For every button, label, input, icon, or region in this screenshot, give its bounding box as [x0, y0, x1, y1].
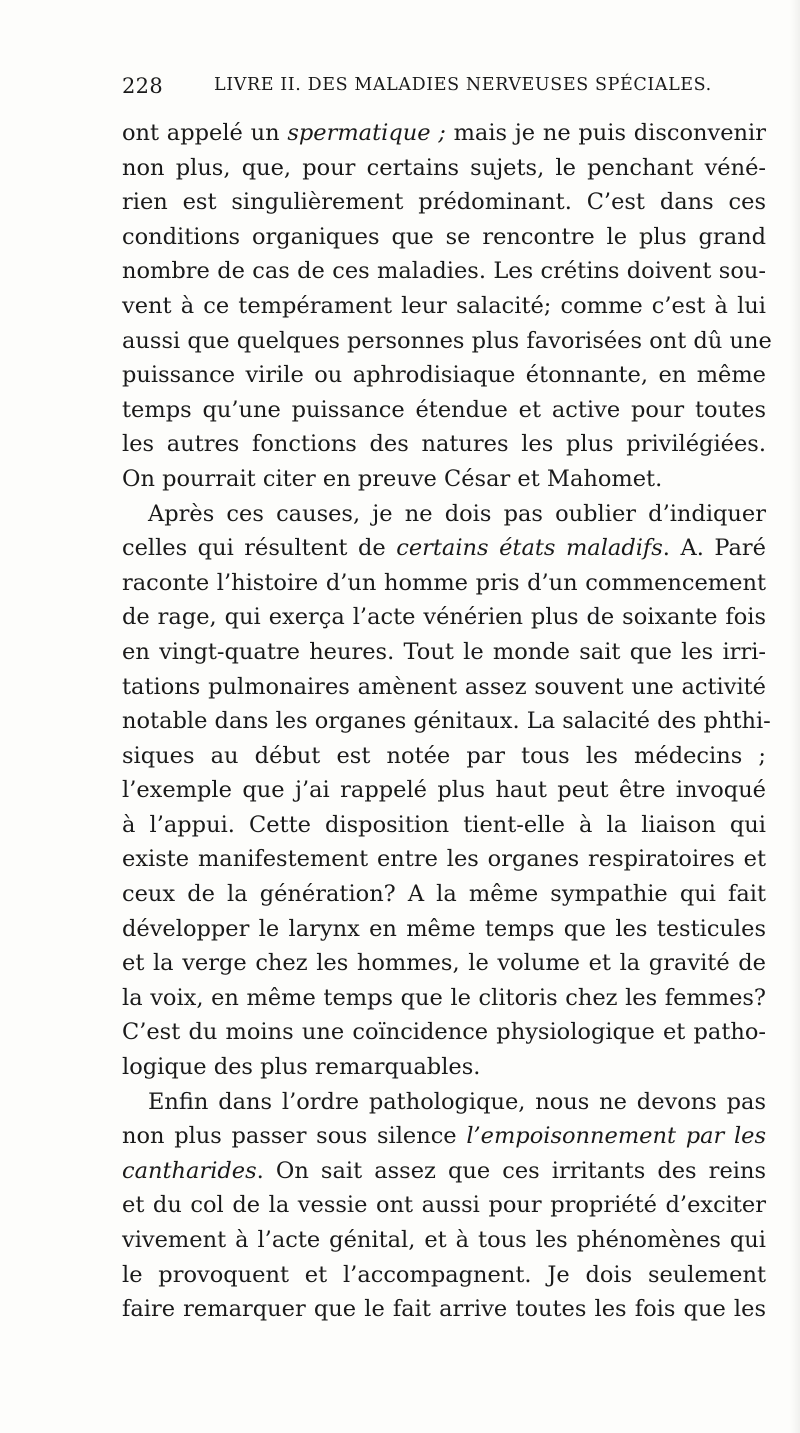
text-line: aussi que quelques personnes plus favorisées ont dû une: [122, 327, 772, 354]
text-line: développer le larynx en même temps que les testicules: [122, 915, 766, 942]
text-line: vent à ce tempérament leur salacité; comme c’est à lui: [122, 292, 766, 319]
text-line: le provoquent et l’accompagnent. Je dois seulement: [122, 1261, 766, 1288]
text-line: notable dans les organes génitaux. La salacité des phthi-: [122, 708, 771, 735]
text-line: celles qui résultent de certains états maladifs. A. Paré: [122, 535, 766, 562]
text-line: existe manifestement entre les organes respiratoires et: [122, 846, 766, 873]
text-line: ont appelé un spermatique ; mais je ne puis disconvenir: [122, 120, 766, 146]
text-line: et la verge chez les hommes, le volume et la gravité de: [122, 950, 766, 977]
text-line: On pourrait citer en preuve César et Mahomet.: [122, 465, 663, 492]
text-line: non plus passer sous silence l’empoisonnement par les: [122, 1123, 767, 1150]
text-line: la voix, en même temps que le clitoris chez les femmes?: [122, 984, 766, 1011]
text-line: Enfin dans l’ordre pathologique, nous ne devons pas: [148, 1088, 766, 1115]
page-header: [122, 74, 712, 104]
text-line: puissance virile ou aphrodisiaque étonnante, en même: [122, 362, 766, 389]
running-head: LIVRE II. DES MALADIES NERVEUSES SPÉCIALES.: [214, 75, 712, 95]
text-line: non plus, que, pour certains sujets, le penchant véné-: [122, 154, 766, 181]
text-line: rien est singulièrement prédominant. C’est dans ces: [122, 189, 766, 216]
text-line: temps qu’une puissance étendue et active pour toutes: [122, 396, 766, 423]
text-line: tations pulmonaires amènent assez souvent une activité: [122, 673, 766, 700]
text-line: de rage, qui exerça l’acte vénérien plus de soixante fois: [122, 604, 766, 631]
text-line: faire remarquer que le fait arrive toutes les fois que les: [122, 1296, 766, 1323]
text-line: les autres fonctions des natures les plus privilégiées.: [122, 431, 766, 458]
body-text: [122, 116, 772, 1327]
page-edge-shadow: [790, 0, 800, 1433]
text-line: cantharides. On sait assez que ces irritants des reins: [122, 1157, 766, 1184]
text-line: siques au début est notée par tous les médecins ;: [122, 742, 766, 769]
text-line: Après ces causes, je ne dois pas oublier d’indiquer: [148, 500, 766, 527]
text-line: ceux de la génération? A la même sympathie qui fait: [122, 881, 766, 908]
text-line: en vingt-quatre heures. Tout le monde sait que les irri-: [122, 638, 766, 665]
text-line: à l’appui. Cette disposition tient-elle à la liaison qui: [122, 811, 766, 838]
text-line: nombre de cas de ces maladies. Les crétins doivent sou-: [122, 258, 766, 285]
text-line: conditions organiques que se rencontre le plus grand: [122, 223, 766, 250]
text-line: logique des plus remarquables.: [122, 1054, 481, 1081]
page-number: 228: [122, 74, 163, 98]
text-line: raconte l’histoire d’un homme pris d’un commencement: [122, 569, 766, 596]
text-line: C’est du moins une coïncidence physiologique et patho-: [122, 1019, 766, 1046]
text-line: vivement à l’acte génital, et à tous les phénomènes qui: [122, 1227, 766, 1253]
text-line: l’exemple que j’ai rappelé plus haut peut être invoqué: [122, 777, 766, 804]
text-line: et du col de la vessie ont aussi pour propriété d’exciter: [122, 1192, 766, 1219]
